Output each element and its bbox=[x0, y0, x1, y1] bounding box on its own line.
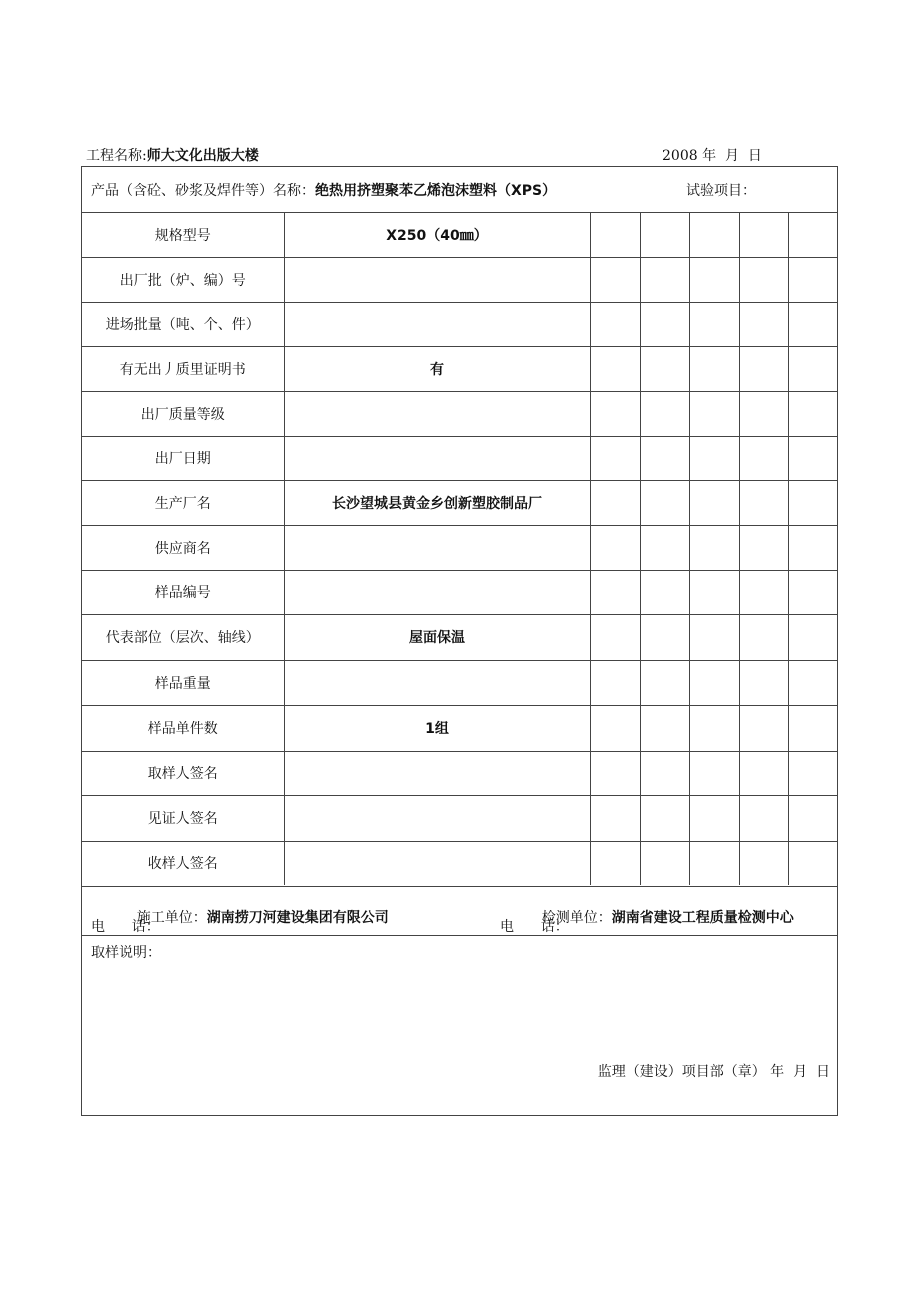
test-result-cell bbox=[739, 751, 788, 795]
test-result-cell bbox=[640, 841, 689, 885]
row-label: 出厂质量等级 bbox=[82, 391, 284, 436]
test-result-cell bbox=[640, 795, 689, 841]
row-value: X250（40㎜） bbox=[284, 213, 590, 257]
test-result-cell bbox=[689, 213, 739, 257]
test-result-cell bbox=[739, 302, 788, 346]
test-result-cell bbox=[590, 302, 640, 346]
row-value bbox=[284, 751, 590, 795]
row-value bbox=[284, 525, 590, 570]
test-result-cell bbox=[640, 391, 689, 436]
test-result-cell bbox=[739, 436, 788, 480]
row-value bbox=[284, 391, 590, 436]
test-result-cell bbox=[739, 660, 788, 705]
test-result-cell bbox=[689, 391, 739, 436]
table-row bbox=[82, 841, 837, 885]
phone-label-testing: 电 话： bbox=[500, 919, 569, 935]
test-result-cell bbox=[590, 614, 640, 660]
row-value bbox=[284, 841, 590, 885]
test-result-cell bbox=[788, 302, 837, 346]
row-label: 有无出丿质里证明书 bbox=[82, 346, 284, 391]
test-result-cell bbox=[739, 795, 788, 841]
test-result-cell bbox=[689, 480, 739, 525]
form-date: 2008 年 月 日 bbox=[662, 148, 762, 164]
row-label: 生产厂名 bbox=[82, 480, 284, 525]
test-result-cell bbox=[590, 257, 640, 302]
test-result-cell bbox=[689, 614, 739, 660]
table-row bbox=[82, 525, 837, 570]
test-result-cell bbox=[640, 346, 689, 391]
test-result-cell bbox=[590, 480, 640, 525]
project-name: 师大文化出版大楼 bbox=[146, 148, 259, 164]
test-result-cell bbox=[739, 346, 788, 391]
test-result-cell bbox=[788, 570, 837, 614]
row-label: 进场批量（吨、个、件） bbox=[82, 302, 284, 346]
test-result-cell bbox=[640, 660, 689, 705]
table-row bbox=[82, 436, 837, 480]
test-result-cell bbox=[788, 525, 837, 570]
table-row bbox=[82, 751, 837, 795]
test-result-cell bbox=[640, 614, 689, 660]
test-result-cell bbox=[689, 346, 739, 391]
row-label: 样品重量 bbox=[82, 660, 284, 705]
test-result-cell bbox=[788, 257, 837, 302]
table-row bbox=[82, 705, 837, 751]
test-result-cell bbox=[739, 213, 788, 257]
row-value: 长沙望城县黄金乡创新塑胶制品厂 bbox=[284, 480, 590, 525]
row-value bbox=[284, 436, 590, 480]
test-result-cell bbox=[689, 751, 739, 795]
row-label: 取样人签名 bbox=[82, 751, 284, 795]
test-result-cell bbox=[590, 525, 640, 570]
table-row bbox=[82, 614, 837, 660]
test-result-cell bbox=[739, 525, 788, 570]
test-result-cell bbox=[590, 436, 640, 480]
test-result-cell bbox=[739, 841, 788, 885]
test-result-cell bbox=[590, 751, 640, 795]
test-result-cell bbox=[788, 436, 837, 480]
test-result-cell bbox=[689, 257, 739, 302]
test-result-cell bbox=[590, 213, 640, 257]
test-result-cell bbox=[640, 751, 689, 795]
sampling-notes-section bbox=[82, 936, 837, 1115]
sample-form bbox=[81, 166, 838, 1116]
supervision-signature-line: 监理（建设）项目部（章） 年 月 日 bbox=[597, 1064, 830, 1080]
test-result-cell bbox=[640, 257, 689, 302]
row-label: 收样人签名 bbox=[82, 841, 284, 885]
row-value bbox=[284, 302, 590, 346]
form-header bbox=[86, 146, 786, 166]
row-value bbox=[284, 795, 590, 841]
test-result-cell bbox=[689, 436, 739, 480]
test-result-cell bbox=[640, 213, 689, 257]
row-label: 出厂日期 bbox=[82, 436, 284, 480]
test-result-cell bbox=[640, 570, 689, 614]
table-row bbox=[82, 391, 837, 436]
construction-unit-label: 施工单位： bbox=[136, 910, 207, 926]
table-row bbox=[82, 213, 837, 257]
sample-info-table bbox=[82, 213, 837, 885]
row-value: 有 bbox=[284, 346, 590, 391]
table-row bbox=[82, 570, 837, 614]
test-result-cell bbox=[788, 391, 837, 436]
table-row bbox=[82, 480, 837, 525]
test-result-cell bbox=[739, 480, 788, 525]
product-label: 产品（含砼、砂浆及焊件等）名称： bbox=[91, 183, 315, 199]
row-label: 规格型号 bbox=[82, 213, 284, 257]
testing-unit-label: 检测单位： bbox=[541, 910, 612, 926]
test-result-cell bbox=[689, 841, 739, 885]
row-label: 出厂批（炉、编）号 bbox=[82, 257, 284, 302]
table-row bbox=[82, 346, 837, 391]
row-label: 供应商名 bbox=[82, 525, 284, 570]
test-result-cell bbox=[689, 705, 739, 751]
row-label: 代表部位（层次、轴线） bbox=[82, 614, 284, 660]
test-result-cell bbox=[788, 660, 837, 705]
test-result-cell bbox=[590, 841, 640, 885]
row-value: 屋面保温 bbox=[284, 614, 590, 660]
test-result-cell bbox=[640, 480, 689, 525]
test-item-label: 试验项目： bbox=[686, 183, 756, 199]
table-row bbox=[82, 795, 837, 841]
table-row bbox=[82, 257, 837, 302]
test-result-cell bbox=[739, 257, 788, 302]
row-label: 样品单件数 bbox=[82, 705, 284, 751]
table-row bbox=[82, 302, 837, 346]
test-result-cell bbox=[640, 525, 689, 570]
sampling-notes-label: 取样说明： bbox=[91, 945, 161, 961]
test-result-cell bbox=[739, 705, 788, 751]
test-result-cell bbox=[739, 570, 788, 614]
test-result-cell bbox=[590, 570, 640, 614]
testing-unit-name: 湖南省建设工程质量检测中心 bbox=[611, 910, 794, 926]
test-result-cell bbox=[689, 525, 739, 570]
row-label: 见证人签名 bbox=[82, 795, 284, 841]
product-row bbox=[82, 167, 837, 213]
test-result-cell bbox=[788, 614, 837, 660]
test-result-cell bbox=[689, 302, 739, 346]
test-result-cell bbox=[788, 751, 837, 795]
test-result-cell bbox=[689, 795, 739, 841]
row-value bbox=[284, 257, 590, 302]
row-value bbox=[284, 570, 590, 614]
test-result-cell bbox=[640, 705, 689, 751]
phone-label-construction: 电 话： bbox=[91, 919, 160, 935]
test-result-cell bbox=[590, 705, 640, 751]
test-result-cell bbox=[788, 705, 837, 751]
table-row bbox=[82, 660, 837, 705]
test-result-cell bbox=[788, 346, 837, 391]
project-name-label: 工程名称: bbox=[86, 148, 147, 164]
test-result-cell bbox=[689, 660, 739, 705]
test-result-cell bbox=[788, 841, 837, 885]
test-result-cell bbox=[739, 391, 788, 436]
row-label: 样品编号 bbox=[82, 570, 284, 614]
test-result-cell bbox=[590, 660, 640, 705]
row-value bbox=[284, 660, 590, 705]
test-result-cell bbox=[788, 480, 837, 525]
product-name: 绝热用挤塑聚苯乙烯泡沫塑料（XPS） bbox=[315, 183, 557, 199]
test-result-cell bbox=[788, 795, 837, 841]
test-result-cell bbox=[640, 436, 689, 480]
test-result-cell bbox=[739, 614, 788, 660]
test-result-cell bbox=[788, 213, 837, 257]
test-result-cell bbox=[590, 346, 640, 391]
construction-unit-name: 湖南捞刀河建设集团有限公司 bbox=[206, 910, 389, 926]
test-result-cell bbox=[640, 302, 689, 346]
test-result-cell bbox=[689, 570, 739, 614]
test-result-cell bbox=[590, 391, 640, 436]
test-result-cell bbox=[590, 795, 640, 841]
units-section bbox=[82, 886, 837, 936]
row-value: 1组 bbox=[284, 705, 590, 751]
